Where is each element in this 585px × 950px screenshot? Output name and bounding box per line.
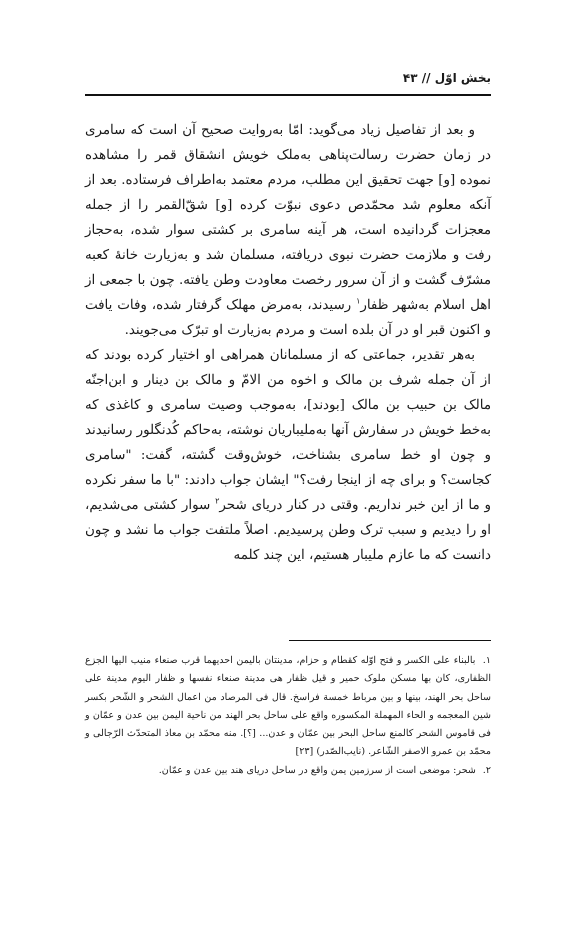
footnote-ref-2: ۲ xyxy=(215,496,220,506)
footnote-ref-1: ۱ xyxy=(356,296,361,306)
footnote-1 xyxy=(85,652,491,762)
paragraph-2: به‌هر تقدیر، جماعتی که از مسلمانان همراهی او اختیار کرده بودند که از آن جمله شرف بن مالک و اخوه من الامّ و مالک بن دینار و ابن‌اجنّه مالک بن حبیب بن مالک [بودند]، به‌موجب وصیت سامری و کاغذی که به‌خط خویش در سفارش آنها به‌ملیباریان نوشته، به‌حاکم کُدنگلور رسانیدند و چون او خط سامری بشناخت، خوش‌وقت گشته، گفت: "سامری کجاست؟ و برای چه از اینجا رفت؟" ایشان جواب دادند: "با ما سفر نکرده و ما از این خبر نداریم. وقتی در کنار دریای شحر$^۲$ سوار کشتی می‌شدیم، او را دیدیم و سبب ترک وطن پرسیدیم. اصلاً ملتفت جواب ما نشد و چون دانست که ما عازم ملیبار هستیم، این چند کلمه xyxy=(85,348,491,563)
paragraph-1: و بعد از تفاصیل زیاد می‌گوید: امّا به‌روایت صحیح آن است که سامری در زمان حضرت رسالت‌پناهی به‌ملک خویش انشقاق قمر را مشاهده نموده [و] جهت تحقیق این مطلب، مردم معتمد به‌اطراف فرستاده. بعد از آنکه معلوم شد محمّدص دعوی نبوّت کرده [و] شقّ‌القمر را از جمله معجزات گردانیده است، هر آینه سامری بر کشتی سوار شده، به‌حجاز رفت و ملازمت حضرت نبوی دریافته، مسلمان شد و به‌زیارت خانهٔ کعبه مشرّف گشت و از آن سرور رخصت معاودت وطن یافته. چون با جمعی از اهل اسلام به‌شهر ظفار$^۱$ رسیدند، به‌مرض مهلک گرفتار شده، وفات یافت و اکنون قبر او در آن بلده است و مردم به‌زیارت او تبرّک می‌جویند. xyxy=(85,123,492,338)
footnote-number: ۲. xyxy=(482,764,491,776)
section-title: بخش اوّل xyxy=(434,71,491,85)
footnotes xyxy=(85,652,491,780)
footnote-text: بالبناء علی الکسر و فتح اوّله کقطام و حزام، مدینتان بالیمن احدیهما قرب صنعاء منیب الیها الجزع الظفاری، کان بها مسکن ملوک حمیر و قیل ظفار هی مدینة صنعاء نفسها و ظفار الیوم مدینة علی ساحل بحر الهند، بینها و بین مرباط خمسة فراسخ. قال فی المرصاد من اعمال الشحر و الشّحر بکسر شین المعجمه و الحاء المهملة المکسوره واقع علی ساحل بحر الهند من ناحیة الیمن بین عدن و عمّان و فی قاموس الشحر کالمنع ساحل البحر بین عمّان و عدن... [؟]. منه محمّد بن معاذ المتحدّث الرّجالی و محمّد بن عمرو الاصفر الشّاعر. (نایب‌الصّدر) [۲۳] xyxy=(85,655,491,758)
footnote-2 xyxy=(85,762,491,780)
main-text xyxy=(85,118,491,568)
page-number: ۴۳ xyxy=(402,71,418,85)
running-header xyxy=(85,70,491,86)
header-separator: // xyxy=(421,71,431,85)
header-rule xyxy=(85,94,491,96)
footnote-text: شحر: موضعی است از سرزمین یمن واقع در ساحل دریای هند بین عدن و عمّان. xyxy=(158,764,476,776)
footnote-rule xyxy=(289,640,491,641)
footnote-number: ۱. xyxy=(482,655,491,666)
